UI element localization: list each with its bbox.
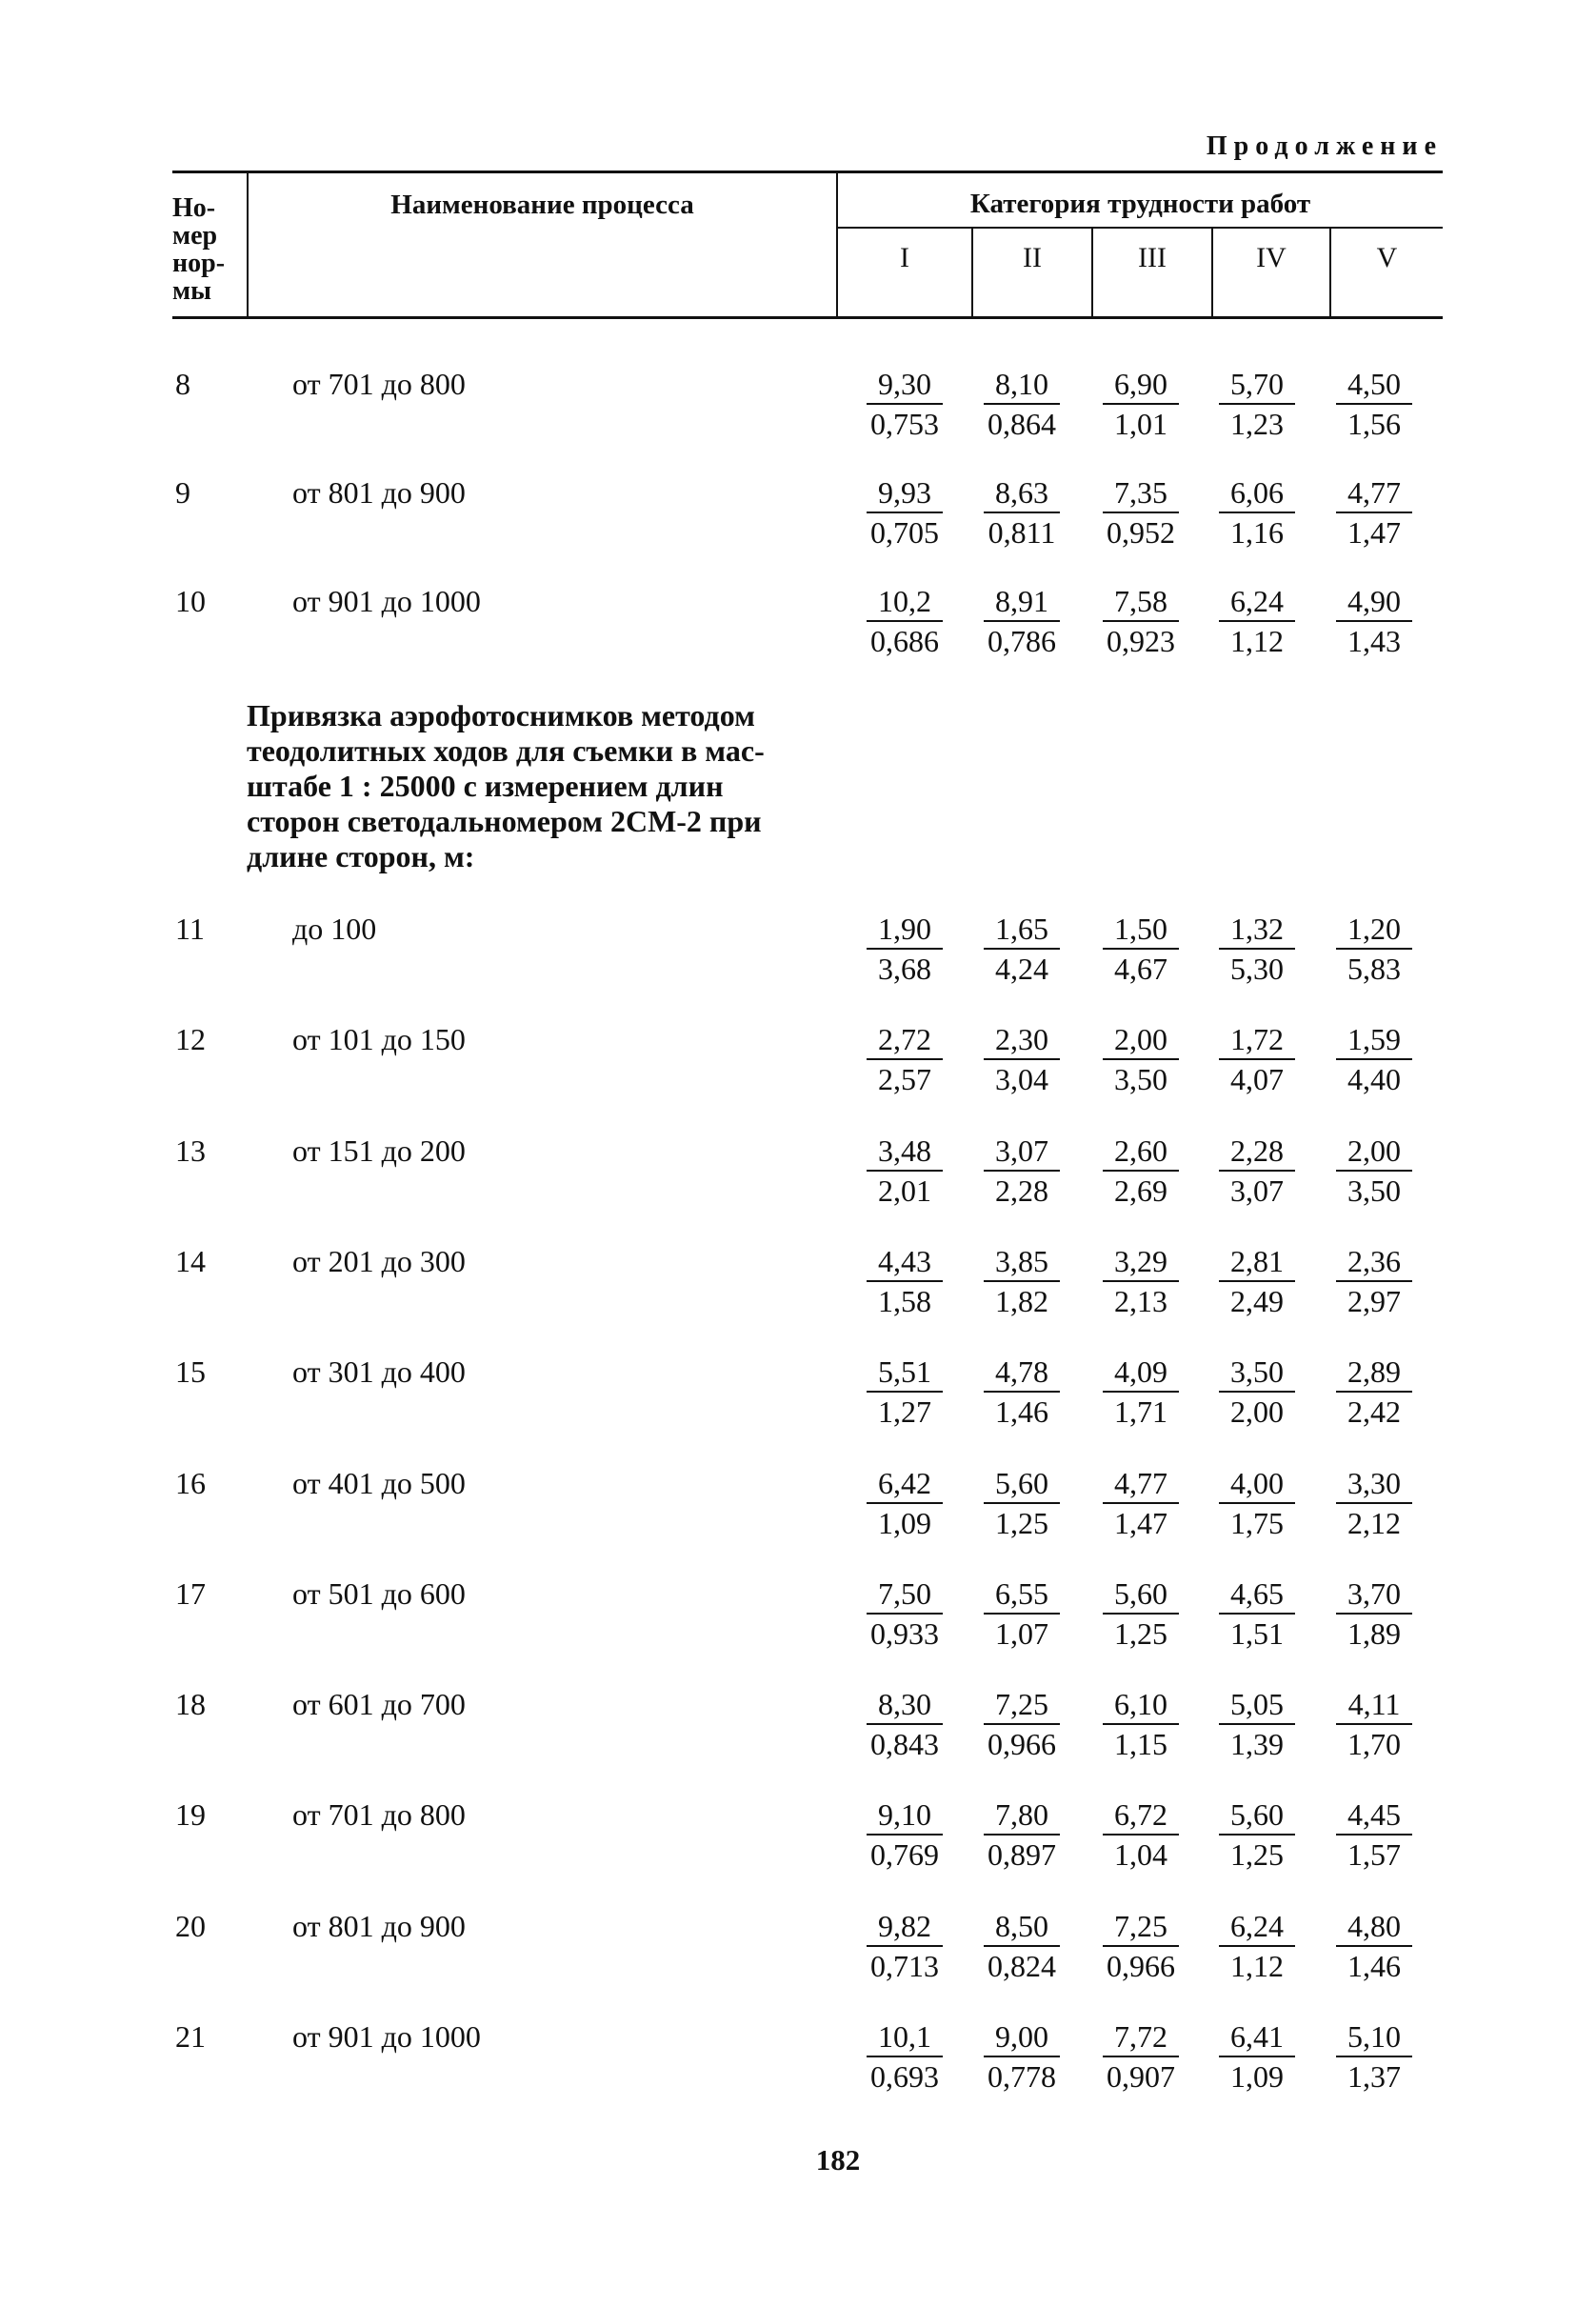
output-norm-value: 1,07 <box>995 1616 1048 1651</box>
row-number: 21 <box>175 2019 206 2054</box>
output-norm-value: 1,25 <box>1114 1616 1167 1651</box>
output-norm-value: 0,966 <box>988 1727 1056 1761</box>
time-norm-value: 3,07 <box>984 1132 1060 1172</box>
norm-value-cat-1 <box>861 582 948 660</box>
output-norm-value: 1,12 <box>1230 1949 1284 1983</box>
row-number: 17 <box>175 1576 206 1611</box>
time-norm-value: 2,30 <box>984 1020 1060 1060</box>
norm-value-cat-2 <box>978 2017 1066 2096</box>
norm-value-cat-4 <box>1213 1464 1301 1542</box>
norm-value-cat-5 <box>1330 1242 1418 1320</box>
norm-value-cat-5 <box>1330 1353 1418 1431</box>
norm-value-cat-2 <box>978 1685 1066 1763</box>
norm-value-cat-2 <box>978 910 1066 988</box>
row-process-name: до 100 <box>292 912 377 946</box>
table-row <box>0 1795 1596 1900</box>
row-process-name: от 501 до 600 <box>292 1576 466 1611</box>
output-norm-value: 2,01 <box>878 1174 931 1208</box>
time-norm-value: 9,30 <box>867 365 943 405</box>
output-norm-value: 1,37 <box>1347 2059 1401 2094</box>
row-process-name: от 801 до 900 <box>292 1909 466 1943</box>
norm-value-cat-5 <box>1330 582 1418 660</box>
norm-value-cat-3 <box>1097 1020 1185 1098</box>
time-norm-value: 9,00 <box>984 2017 1060 2057</box>
section-line: сторон светодальномером 2СМ-2 при <box>247 804 762 838</box>
time-norm-value: 5,10 <box>1336 2017 1412 2057</box>
norm-value-cat-5 <box>1330 473 1418 552</box>
page-number: 182 <box>815 2143 861 2177</box>
output-norm-value: 1,12 <box>1230 624 1284 658</box>
time-norm-value: 3,85 <box>984 1242 1060 1282</box>
table-row <box>0 1242 1596 1347</box>
table-row <box>0 2017 1596 2122</box>
output-norm-value: 0,843 <box>870 1727 939 1761</box>
output-norm-value: 4,24 <box>995 952 1048 986</box>
norm-value-cat-4 <box>1213 910 1301 988</box>
row-number: 13 <box>175 1133 206 1168</box>
row-number: 10 <box>175 584 206 618</box>
output-norm-value: 1,58 <box>878 1284 931 1318</box>
output-norm-value: 0,897 <box>988 1837 1056 1872</box>
row-process-name: от 401 до 500 <box>292 1466 466 1500</box>
category-header-5: V <box>1376 242 1398 273</box>
output-norm-value: 1,04 <box>1114 1837 1167 1872</box>
norm-value-cat-2 <box>978 1132 1066 1210</box>
norm-value-cat-1 <box>861 1353 948 1431</box>
row-number: 18 <box>175 1687 206 1721</box>
header-top-rule <box>172 171 1443 173</box>
output-norm-value: 2,42 <box>1347 1394 1401 1429</box>
norm-value-cat-1 <box>861 1795 948 1874</box>
norm-value-cat-1 <box>861 1907 948 1985</box>
norm-value-cat-2 <box>978 1464 1066 1542</box>
output-norm-value: 4,07 <box>1230 1062 1284 1096</box>
time-norm-value: 3,29 <box>1103 1242 1179 1282</box>
table-row <box>0 1907 1596 2012</box>
output-norm-value: 0,778 <box>988 2059 1056 2094</box>
time-norm-value: 7,35 <box>1103 473 1179 513</box>
output-norm-value: 1,82 <box>995 1284 1048 1318</box>
time-norm-value: 4,77 <box>1336 473 1412 513</box>
section-line: штабе 1 : 25000 с измерением длин <box>247 769 724 803</box>
section-line: теодолитных ходов для съемки в мас- <box>247 733 765 768</box>
time-norm-value: 2,60 <box>1103 1132 1179 1172</box>
norm-value-cat-4 <box>1213 365 1301 443</box>
norm-value-cat-3 <box>1097 1242 1185 1320</box>
time-norm-value: 4,65 <box>1219 1575 1295 1615</box>
time-norm-value: 7,50 <box>867 1575 943 1615</box>
time-norm-value: 8,30 <box>867 1685 943 1725</box>
time-norm-value: 8,50 <box>984 1907 1060 1947</box>
output-norm-value: 2,13 <box>1114 1284 1167 1318</box>
output-norm-value: 5,30 <box>1230 952 1284 986</box>
table-row <box>0 1575 1596 1679</box>
time-norm-value: 6,24 <box>1219 1907 1295 1947</box>
norm-value-cat-3 <box>1097 473 1185 552</box>
section-line: Привязка аэрофотоснимков методом <box>247 698 755 732</box>
time-norm-value: 2,00 <box>1103 1020 1179 1060</box>
row-number: 16 <box>175 1466 206 1500</box>
table-row <box>0 1020 1596 1125</box>
output-norm-value: 1,70 <box>1347 1727 1401 1761</box>
row-process-name: от 701 до 800 <box>292 367 466 401</box>
time-norm-value: 3,30 <box>1336 1464 1412 1504</box>
output-norm-value: 0,811 <box>988 515 1056 550</box>
category-header-1: I <box>900 242 909 273</box>
time-norm-value: 5,60 <box>1103 1575 1179 1615</box>
category-header-4: IV <box>1256 242 1287 273</box>
norm-value-cat-5 <box>1330 1020 1418 1098</box>
norm-value-cat-2 <box>978 1795 1066 1874</box>
time-norm-value: 1,90 <box>867 910 943 950</box>
norm-value-cat-3 <box>1097 582 1185 660</box>
row-process-name: от 801 до 900 <box>292 475 466 510</box>
output-norm-value: 2,69 <box>1114 1174 1167 1208</box>
table-row <box>0 1132 1596 1236</box>
norm-value-cat-1 <box>861 1464 948 1542</box>
norm-value-cat-1 <box>861 910 948 988</box>
time-norm-value: 4,80 <box>1336 1907 1412 1947</box>
header-category-column: Категория трудности работ <box>969 189 1311 219</box>
time-norm-value: 5,60 <box>984 1464 1060 1504</box>
time-norm-value: 6,55 <box>984 1575 1060 1615</box>
time-norm-value: 1,50 <box>1103 910 1179 950</box>
output-norm-value: 1,43 <box>1347 624 1401 658</box>
row-number: 15 <box>175 1354 206 1389</box>
time-norm-value: 1,20 <box>1336 910 1412 950</box>
time-norm-value: 6,42 <box>867 1464 943 1504</box>
row-number: 19 <box>175 1797 206 1832</box>
output-norm-value: 1,47 <box>1347 515 1401 550</box>
time-norm-value: 4,11 <box>1336 1685 1412 1725</box>
time-norm-value: 5,05 <box>1219 1685 1295 1725</box>
time-norm-value: 4,50 <box>1336 365 1412 405</box>
section-line: длине сторон, м: <box>247 839 475 873</box>
norm-value-cat-5 <box>1330 1907 1418 1985</box>
table-row <box>0 473 1596 578</box>
norm-value-cat-1 <box>861 1575 948 1653</box>
norm-value-cat-2 <box>978 1575 1066 1653</box>
time-norm-value: 1,32 <box>1219 910 1295 950</box>
output-norm-value: 0,907 <box>1107 2059 1175 2094</box>
table-row <box>0 1464 1596 1569</box>
table-row <box>0 365 1596 470</box>
time-norm-value: 4,77 <box>1103 1464 1179 1504</box>
category-subheader-rule <box>837 227 1443 229</box>
output-norm-value: 0,933 <box>870 1616 939 1651</box>
category-header-2: II <box>1023 242 1042 273</box>
row-process-name: от 901 до 1000 <box>292 2019 481 2054</box>
time-norm-value: 6,06 <box>1219 473 1295 513</box>
time-norm-value: 3,50 <box>1219 1353 1295 1393</box>
output-norm-value: 1,89 <box>1347 1616 1401 1651</box>
output-norm-value: 0,693 <box>870 2059 939 2094</box>
time-norm-value: 5,70 <box>1219 365 1295 405</box>
row-number: 20 <box>175 1909 206 1943</box>
time-norm-value: 2,28 <box>1219 1132 1295 1172</box>
norm-value-cat-4 <box>1213 1020 1301 1098</box>
row-process-name: от 301 до 400 <box>292 1354 466 1389</box>
output-norm-value: 1,27 <box>878 1394 931 1429</box>
row-number: 12 <box>175 1022 206 1056</box>
norm-value-cat-1 <box>861 1242 948 1320</box>
time-norm-value: 1,65 <box>984 910 1060 950</box>
time-norm-value: 2,81 <box>1219 1242 1295 1282</box>
norm-value-cat-2 <box>978 1020 1066 1098</box>
time-norm-value: 6,10 <box>1103 1685 1179 1725</box>
norm-value-cat-3 <box>1097 2017 1185 2096</box>
norm-value-cat-5 <box>1330 2017 1418 2096</box>
norm-value-cat-1 <box>861 473 948 552</box>
norm-value-cat-1 <box>861 1132 948 1210</box>
output-norm-value: 1,39 <box>1230 1727 1284 1761</box>
row-process-name: от 201 до 300 <box>292 1244 466 1278</box>
time-norm-value: 4,90 <box>1336 582 1412 622</box>
output-norm-value: 3,50 <box>1347 1174 1401 1208</box>
norm-value-cat-4 <box>1213 582 1301 660</box>
output-norm-value: 1,46 <box>1347 1949 1401 1983</box>
output-norm-value: 0,824 <box>988 1949 1056 1983</box>
norm-value-cat-3 <box>1097 1795 1185 1874</box>
output-norm-value: 1,71 <box>1114 1394 1167 1429</box>
output-norm-value: 5,83 <box>1347 952 1401 986</box>
norm-value-cat-5 <box>1330 1464 1418 1542</box>
table-row <box>0 1685 1596 1790</box>
time-norm-value: 9,82 <box>867 1907 943 1947</box>
norm-value-cat-3 <box>1097 365 1185 443</box>
header-number-column: Но- мер нор- мы <box>172 193 226 306</box>
time-norm-value: 10,1 <box>867 2017 943 2057</box>
time-norm-value: 10,2 <box>867 582 943 622</box>
time-norm-value: 8,63 <box>984 473 1060 513</box>
norm-value-cat-3 <box>1097 1685 1185 1763</box>
norm-value-cat-2 <box>978 582 1066 660</box>
output-norm-value: 0,705 <box>870 515 939 550</box>
norm-value-cat-5 <box>1330 910 1418 988</box>
output-norm-value: 0,753 <box>870 407 939 441</box>
norm-value-cat-1 <box>861 1020 948 1098</box>
time-norm-value: 4,00 <box>1219 1464 1295 1504</box>
row-number: 14 <box>175 1244 206 1278</box>
output-norm-value: 3,07 <box>1230 1174 1284 1208</box>
output-norm-value: 1,47 <box>1114 1506 1167 1540</box>
time-norm-value: 2,36 <box>1336 1242 1412 1282</box>
table-row <box>0 1353 1596 1457</box>
output-norm-value: 1,09 <box>878 1506 931 1540</box>
section-heading <box>247 698 837 874</box>
time-norm-value: 5,60 <box>1219 1795 1295 1836</box>
time-norm-value: 4,78 <box>984 1353 1060 1393</box>
norm-value-cat-2 <box>978 473 1066 552</box>
row-process-name: от 101 до 150 <box>292 1022 466 1056</box>
norm-value-cat-4 <box>1213 1132 1301 1210</box>
time-norm-value: 4,43 <box>867 1242 943 1282</box>
norm-value-cat-3 <box>1097 1575 1185 1653</box>
row-process-name: от 901 до 1000 <box>292 584 481 618</box>
output-norm-value: 1,25 <box>995 1506 1048 1540</box>
header-name-column: Наименование процесса <box>390 190 694 220</box>
time-norm-value: 9,10 <box>867 1795 943 1836</box>
category-header-3: III <box>1138 242 1167 273</box>
output-norm-value: 2,28 <box>995 1174 1048 1208</box>
output-norm-value: 0,686 <box>870 624 939 658</box>
norm-value-cat-2 <box>978 1242 1066 1320</box>
norm-value-cat-2 <box>978 1353 1066 1431</box>
time-norm-value: 7,58 <box>1103 582 1179 622</box>
norm-value-cat-2 <box>978 365 1066 443</box>
output-norm-value: 2,49 <box>1230 1284 1284 1318</box>
norm-value-cat-4 <box>1213 2017 1301 2096</box>
time-norm-value: 1,59 <box>1336 1020 1412 1060</box>
norm-value-cat-5 <box>1330 1132 1418 1210</box>
time-norm-value: 9,93 <box>867 473 943 513</box>
norm-value-cat-3 <box>1097 910 1185 988</box>
norm-value-cat-4 <box>1213 1795 1301 1874</box>
output-norm-value: 1,01 <box>1114 407 1167 441</box>
norm-value-cat-1 <box>861 365 948 443</box>
output-norm-value: 0,952 <box>1107 515 1175 550</box>
output-norm-value: 1,46 <box>995 1394 1048 1429</box>
time-norm-value: 2,89 <box>1336 1353 1412 1393</box>
time-norm-value: 7,25 <box>984 1685 1060 1725</box>
time-norm-value: 8,91 <box>984 582 1060 622</box>
output-norm-value: 1,57 <box>1347 1837 1401 1872</box>
norm-value-cat-5 <box>1330 1575 1418 1653</box>
norm-value-cat-3 <box>1097 1132 1185 1210</box>
output-norm-value: 3,50 <box>1114 1062 1167 1096</box>
output-norm-value: 0,966 <box>1107 1949 1175 1983</box>
output-norm-value: 4,40 <box>1347 1062 1401 1096</box>
norm-value-cat-4 <box>1213 1242 1301 1320</box>
output-norm-value: 2,97 <box>1347 1284 1401 1318</box>
norm-value-cat-3 <box>1097 1353 1185 1431</box>
norm-value-cat-1 <box>861 2017 948 2096</box>
row-process-name: от 601 до 700 <box>292 1687 466 1721</box>
norm-value-cat-4 <box>1213 1353 1301 1431</box>
row-number: 11 <box>175 912 205 946</box>
time-norm-value: 6,24 <box>1219 582 1295 622</box>
output-norm-value: 0,923 <box>1107 624 1175 658</box>
output-norm-value: 1,23 <box>1230 407 1284 441</box>
header-bottom-rule <box>172 316 1443 319</box>
output-norm-value: 3,04 <box>995 1062 1048 1096</box>
norm-value-cat-3 <box>1097 1907 1185 1985</box>
time-norm-value: 7,25 <box>1103 1907 1179 1947</box>
norm-value-cat-1 <box>861 1685 948 1763</box>
output-norm-value: 1,25 <box>1230 1837 1284 1872</box>
output-norm-value: 1,75 <box>1230 1506 1284 1540</box>
norm-value-cat-5 <box>1330 365 1418 443</box>
output-norm-value: 4,67 <box>1114 952 1167 986</box>
time-norm-value: 8,10 <box>984 365 1060 405</box>
table-row <box>0 582 1596 687</box>
norm-value-cat-4 <box>1213 1685 1301 1763</box>
output-norm-value: 2,00 <box>1230 1394 1284 1429</box>
time-norm-value: 2,00 <box>1336 1132 1412 1172</box>
time-norm-value: 3,70 <box>1336 1575 1412 1615</box>
output-norm-value: 1,15 <box>1114 1727 1167 1761</box>
output-norm-value: 1,16 <box>1230 515 1284 550</box>
time-norm-value: 1,72 <box>1219 1020 1295 1060</box>
time-norm-value: 2,72 <box>867 1020 943 1060</box>
norm-value-cat-5 <box>1330 1685 1418 1763</box>
output-norm-value: 1,51 <box>1230 1616 1284 1651</box>
continuation-label: Продолжение <box>1206 131 1443 161</box>
norm-value-cat-5 <box>1330 1795 1418 1874</box>
norm-value-cat-3 <box>1097 1464 1185 1542</box>
time-norm-value: 4,45 <box>1336 1795 1412 1836</box>
output-norm-value: 0,769 <box>870 1837 939 1872</box>
output-norm-value: 0,864 <box>988 407 1056 441</box>
row-process-name: от 701 до 800 <box>292 1797 466 1832</box>
time-norm-value: 5,51 <box>867 1353 943 1393</box>
time-norm-value: 3,48 <box>867 1132 943 1172</box>
output-norm-value: 1,09 <box>1230 2059 1284 2094</box>
output-norm-value: 3,68 <box>878 952 931 986</box>
norm-value-cat-4 <box>1213 473 1301 552</box>
time-norm-value: 6,41 <box>1219 2017 1295 2057</box>
norm-value-cat-4 <box>1213 1907 1301 1985</box>
time-norm-value: 4,09 <box>1103 1353 1179 1393</box>
time-norm-value: 7,72 <box>1103 2017 1179 2057</box>
output-norm-value: 2,57 <box>878 1062 931 1096</box>
row-process-name: от 151 до 200 <box>292 1133 466 1168</box>
output-norm-value: 0,713 <box>870 1949 939 1983</box>
time-norm-value: 7,80 <box>984 1795 1060 1836</box>
time-norm-value: 6,90 <box>1103 365 1179 405</box>
row-number: 9 <box>175 475 190 510</box>
table-row <box>0 910 1596 1014</box>
output-norm-value: 0,786 <box>988 624 1056 658</box>
row-number: 8 <box>175 367 190 401</box>
output-norm-value: 1,56 <box>1347 407 1401 441</box>
output-norm-value: 2,12 <box>1347 1506 1401 1540</box>
time-norm-value: 6,72 <box>1103 1795 1179 1836</box>
norm-value-cat-4 <box>1213 1575 1301 1653</box>
norm-value-cat-2 <box>978 1907 1066 1985</box>
